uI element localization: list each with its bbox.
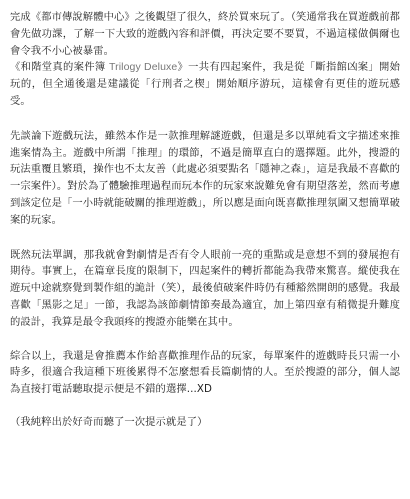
paragraph-story: 既然玩法單調，那我就會對劇情是否有令人眼前一亮的重點或是意想不到的發展抱有期待。事實上，在篇章長度的限制下，四起案件的轉折都能為我帶來驚喜。縱使我在遊玩中途就察覺到製作組的詭計（笑），最後偵破案件時仍有種豁然開朗的感覺。我最喜歡「黑影之足」一節，我認為該節劇情節奏最為適宜，加上第四章有稍微提升難度的設計，我算是最令我頭疼的搜證亦能樂在其中。	[10, 248, 400, 328]
paragraph-spacer	[10, 110, 400, 128]
game-edition-name: Trilogy Deluxe	[109, 61, 178, 74]
paragraph-spacer	[10, 331, 400, 348]
paragraph-footnote: （我純粹出於好奇而聽了一次提示就是了）	[10, 415, 208, 428]
paragraph-spacer	[10, 229, 400, 247]
paragraph-spacer	[10, 398, 400, 414]
paragraph-intro: 完成《都市傳說解體中心》之後觀望了很久，終於買來玩了。（笑通常我在買遊戲前都會先做功課，了解一下大致的遊戲內容和評價，再決定要不要買，不過這樣做偶爾也會令我不小心被暴雷。	[10, 11, 400, 57]
paragraph-conclusion: 綜合以上，我還是會推薦本作給喜歡推理作品的玩家，每單案件的遊戲時長只需一小時多，很適合我這種下班後累得不怎麼想看長篇劇情的人。至於搜證的部分，個人認為直接打電話聽取提示便是不錯的選擇...XD	[10, 349, 400, 396]
paragraph-case-overview-suffix: 》一共有四起案件，我是從「斷指館凶案」開始玩的，但全通後還是建議從「行刑者之楔」開始順序游玩，這樣會有更佳的遊玩感受。	[10, 61, 400, 107]
paragraph-gameplay: 先談論下遊戲玩法，雖然本作是一款推理解謎遊戲，但還是多以單純看文字描述來推進案情為主。遊戲中所謂「推理」的環節，不過是簡單直白的選擇題。此外，搜證的玩法重覆且繁瑣，操作也不太友善（此處必須要點名「隱神之森」，這是我最不喜歡的一宗案件）。對於為了體驗推理過程而玩本作的玩家來說難免會有期望落差，然而考慮到該定位是「一小時就能破關的推理遊戲」，所以應是面向既喜歡推理氛圍又想簡單破案的玩家。	[10, 129, 400, 226]
paragraph-case-overview-prefix: 《和階堂真的案件簿	[10, 61, 110, 74]
paragraph-case-overview	[10, 59, 400, 109]
